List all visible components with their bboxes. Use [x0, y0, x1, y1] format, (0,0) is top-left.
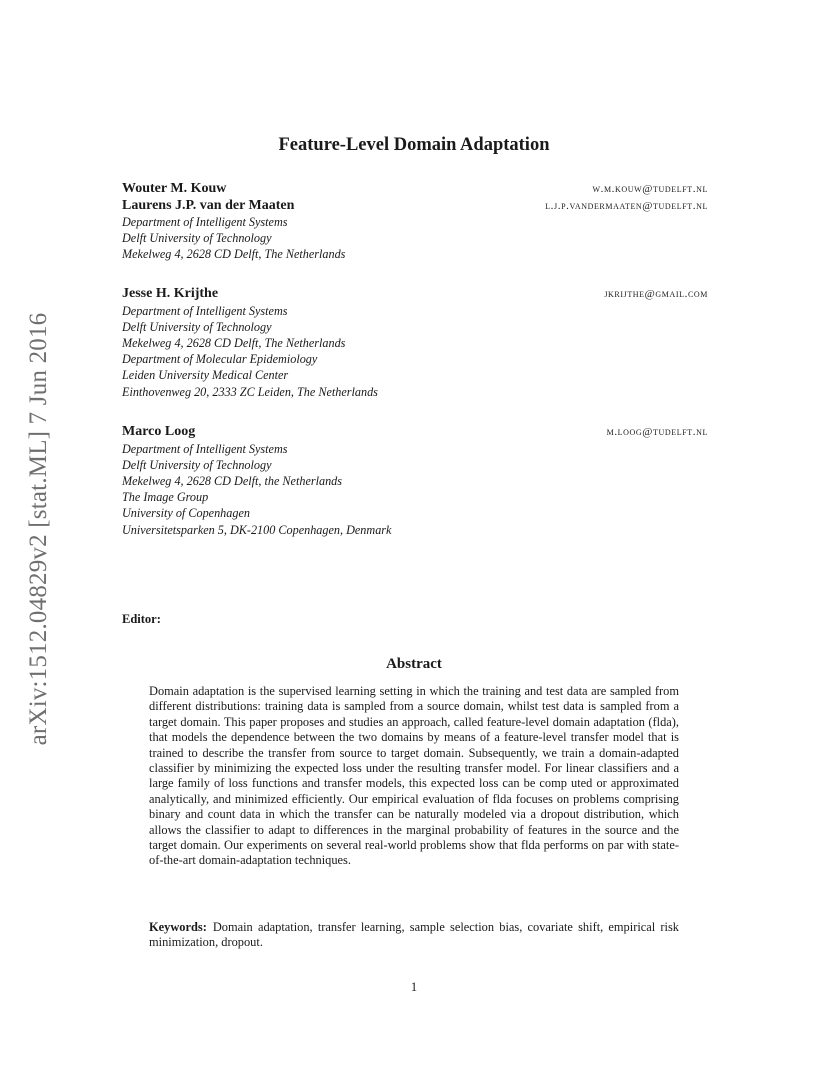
affiliation-line: The Image Group: [122, 490, 209, 505]
author-email: jkrijthe@gmail.com: [604, 288, 708, 300]
affiliation-line: Department of Intelligent Systems: [122, 303, 288, 318]
author-email: l.j.p.vandermaaten@tudelft.nl: [545, 199, 708, 212]
author-name: Marco Loog: [122, 424, 196, 439]
arxiv-identifier: arXiv:1512.04829v2 [stat.ML] 7 Jun 2016: [25, 312, 52, 746]
affiliation-line: Mekelweg 4, 2628 CD Delft, The Netherlands: [122, 335, 346, 350]
keywords-text: Domain adaptation, transfer learning, sample selection bias, covariate shift, empirical risk minimization, dropout.: [149, 920, 679, 950]
affiliation-line: Delft University of Technology: [122, 231, 272, 246]
author-group-3: [122, 424, 708, 538]
author-name: Laurens J.P. van der Maaten: [122, 197, 295, 213]
affiliation-line: Leiden University Medical Center: [122, 368, 289, 383]
affiliation-line: Department of Intelligent Systems: [122, 441, 288, 456]
affiliation-line: Delft University of Technology: [122, 457, 272, 472]
author-row: [122, 286, 708, 303]
affiliation-line: Mekelweg 4, 2628 CD Delft, the Netherlands: [122, 473, 343, 488]
affiliation-line: Department of Molecular Epidemiology: [122, 352, 318, 367]
affiliation-line: Department of Intelligent Systems: [122, 215, 288, 229]
affiliation-line: Delft University of Technology: [122, 319, 272, 334]
affiliation-line: Einthovenweg 20, 2333 ZC Leiden, The Netherlands: [122, 384, 378, 399]
affiliation-line: Mekelweg 4, 2628 CD Delft, The Netherlands: [122, 247, 346, 262]
abstract-heading: Abstract: [386, 656, 442, 672]
author-row: [122, 424, 708, 441]
page-number: 1: [410, 980, 418, 994]
keywords: [149, 920, 679, 951]
editor-label: Editor:: [122, 612, 161, 626]
author-email: w.m.kouw@tudelft.nl: [592, 183, 708, 195]
affiliation-line: University of Copenhagen: [122, 506, 250, 521]
author-row: [122, 181, 708, 198]
author-group-2: [122, 286, 708, 400]
paper-title: Feature-Level Domain Adaptation: [278, 135, 550, 155]
affiliation-line: Universitetsparken 5, DK-2100 Copenhagen, Denmark: [122, 522, 392, 537]
keywords-label: Keywords:: [149, 920, 207, 934]
author-group-1: [122, 181, 708, 263]
author-name: Jesse H. Krijthe: [122, 286, 219, 301]
abstract-text: Domain adaptation is the supervised learning setting in which the training and test data are sampled from different distributions: training data is sampled from a source domain, whilst test data is sampled from a target domain. This paper proposes and studies an approach, called feature-level domain adaptation (flda), that models the dependence between the two domains by means of a feature-level transfer model that is trained to describe the transfer from source to target domain. Subsequently, we train a domain-adapted classifier by minimizing the expected loss under the resulting transfer model. For linear classifiers and a large family of loss functions and transfer models, this expected loss can be comp uted or approximated analytically, and minimized efficiently. Our empirical evaluation of flda focuses on problems comprising binary and count data in which the transfer can be naturally modeled via a dropout distribution, which allows the classifier to adapt to differences in the marginal probability of features in the source and the target domain. Our experiments on several real-world problems show that flda performs on par with state-of-the-art domain-adaptation techniques.: [149, 684, 679, 868]
author-email: m.loog@tudelft.nl: [606, 426, 708, 438]
author-name: Wouter M. Kouw: [122, 181, 227, 196]
author-row: [122, 198, 708, 215]
